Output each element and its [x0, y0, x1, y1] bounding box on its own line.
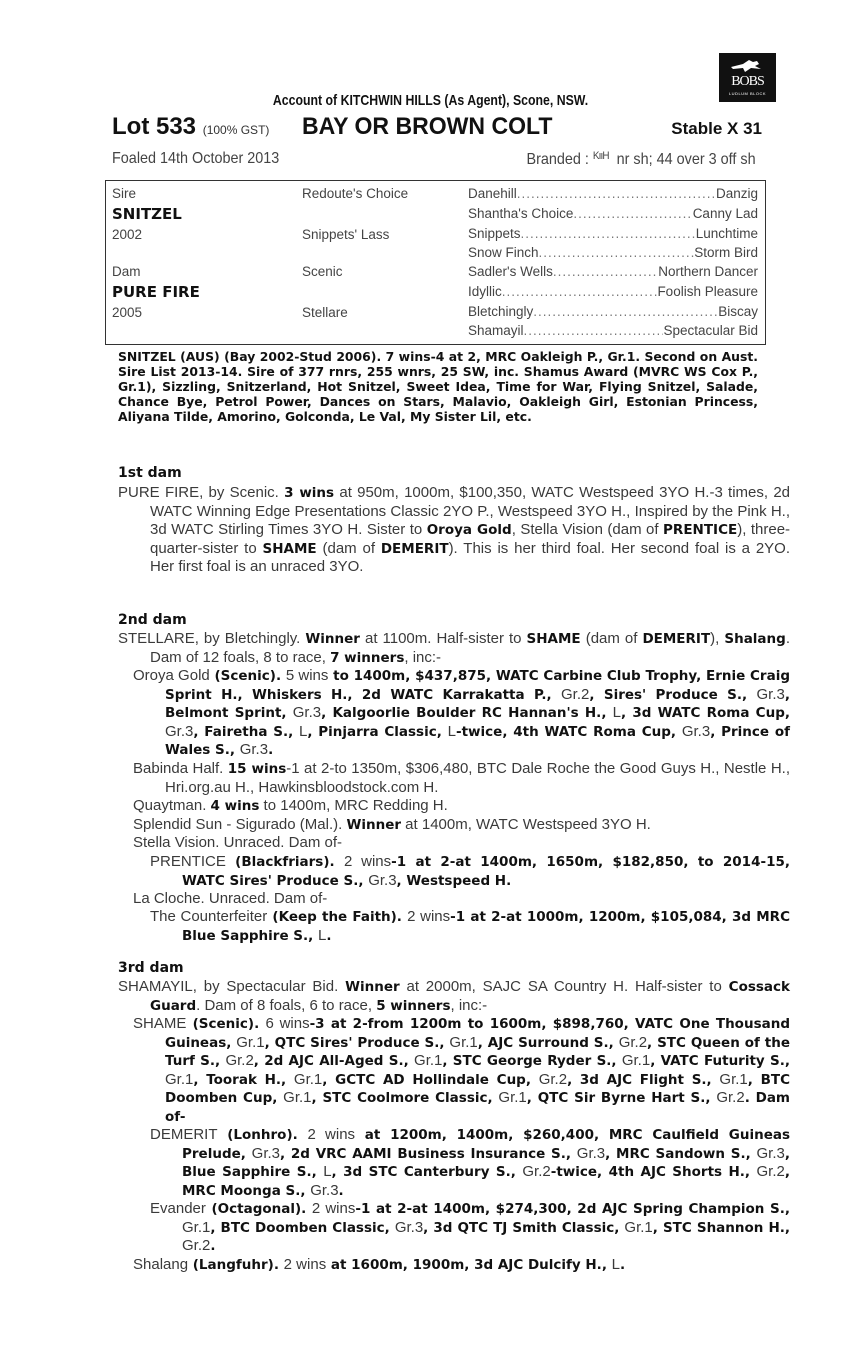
bold-highlight: PRENTICE [663, 522, 738, 538]
third-dam-paragraph [118, 978, 790, 1015]
bold-highlight: Winner [345, 979, 400, 995]
gen3-right: Biscay [718, 304, 758, 319]
text-segment: Gr.3 [310, 1181, 339, 1199]
bold-highlight: 7 winners [330, 649, 405, 666]
bold-highlight: -1 at 2-at 1400m, 1650m, $182,850, to 2014-15, WATC Sires' Produce S., [182, 854, 790, 889]
bold-highlight: (Scenic). [209, 668, 286, 684]
bold-highlight: Oroya Gold [426, 522, 512, 538]
text-segment: Gr.3 [368, 871, 397, 889]
text-segment: , inc:- [404, 648, 442, 666]
leader-dots [573, 206, 692, 221]
bold-highlight: , MRC Moonga S., [182, 1164, 790, 1199]
bold-highlight: -twice, 4th AJC Shorts H., [550, 1164, 757, 1180]
leader-dots [533, 304, 718, 319]
bold-highlight: , VATC Futurity S., [650, 1053, 790, 1069]
bold-highlight: , STC Shannon H., [652, 1219, 790, 1236]
bold-highlight: Shalang [724, 631, 786, 647]
brand-info [527, 150, 756, 169]
text-segment: -1 at 2-to 1350m, $306,480, BTC Dale Roche the Good Guys H., Nestle H., Hri.org.au H., Hawkinsbloodstock.com H. [165, 760, 790, 796]
text-segment: Gr.3 [576, 1144, 606, 1162]
bold-highlight: , 3d QTC TJ Smith Classic, [423, 1219, 625, 1236]
bold-highlight: , 3d AJC Flight S., [567, 1071, 720, 1088]
text-segment: at 2000m, SAJC SA Country H. Half-sister to [399, 978, 729, 995]
text-segment: , inc:- [450, 996, 488, 1014]
text-segment: Gr.1 [719, 1070, 748, 1088]
bold-highlight: (Langfuhr). [188, 1257, 284, 1273]
bold-highlight: SHAME [526, 631, 581, 647]
pedigree-table [105, 180, 766, 345]
bold-highlight: (Blackfriars). [225, 854, 344, 870]
dam-label: Dam [112, 264, 141, 279]
dam-year: 2005 [112, 305, 143, 320]
brand-mark-icon: KııH [593, 150, 609, 162]
leader-dots [553, 264, 658, 279]
bold-highlight: at 1200m, 1400m, $260,400, MRC Caulfield Guineas Prelude, [182, 1127, 790, 1162]
text-segment: SHAMAYIL, by Spectacular Bid. [118, 978, 346, 995]
text-segment: Gr.1 [449, 1033, 478, 1051]
gen3-left: Danehill [468, 186, 517, 201]
text-segment: Gr.1 [414, 1052, 443, 1069]
text-segment: Gr.1 [293, 1070, 323, 1088]
bold-highlight: , QTC Sir Byrne Hart S., [526, 1090, 717, 1106]
bold-highlight: 5 winners [376, 997, 451, 1014]
bold-highlight: , Sires' Produce S., [589, 686, 757, 703]
text-segment: Shalang [133, 1256, 189, 1273]
gen3-right: Lunchtime [695, 226, 758, 241]
bold-highlight: , BTC Doomben Cup, [165, 1071, 791, 1106]
text-segment: Gr.2 [182, 1237, 211, 1254]
bird-icon [729, 58, 765, 74]
bold-highlight: , Kalgoorlie Boulder RC Hannan's H., [321, 705, 613, 721]
progeny-entry [133, 667, 790, 760]
text-segment: L [612, 704, 621, 721]
text-segment: Gr.3 [756, 685, 785, 703]
text-segment: Splendid Sun - Sigurado (Mal.). [133, 816, 347, 833]
bold-highlight: , Westspeed H. [396, 872, 512, 889]
text-segment: L [447, 722, 456, 740]
bold-highlight: 15 wins [227, 761, 287, 777]
text-segment: Evander [150, 1200, 206, 1217]
bold-highlight: , Toorak H., [193, 1071, 294, 1088]
bold-highlight: , Belmont Sprint, [165, 686, 790, 721]
bold-highlight: , QTC Sires' Produce S., [264, 1034, 450, 1051]
text-segment: . Dam of 8 foals, 6 to race, [196, 996, 377, 1014]
grand-progeny-entry [150, 1200, 790, 1256]
gen3-left: Sadler's Wells [468, 264, 553, 279]
sire-label: Sire [112, 186, 137, 201]
text-segment: PURE FIRE, by Scenic. [118, 484, 285, 501]
third-dam-heading: 3rd dam [118, 960, 184, 976]
text-segment: Gr.3 [292, 704, 322, 721]
leader-dots [521, 226, 696, 241]
text-segment: at 1100m. Half-sister to [359, 630, 527, 647]
bold-highlight: , Prince of Wales S., [165, 723, 791, 758]
gen3-right: Spectacular Bid [663, 323, 758, 338]
progeny-entry [133, 1256, 758, 1275]
dam-name: PURE FIRE [112, 283, 200, 301]
bold-highlight: , 3d WATC Roma Cup, [621, 705, 790, 721]
branded-label: Branded : [526, 151, 590, 168]
bold-highlight: -1 at 2-at 1000m, 1200m, $105,084, 3d MRC Blue Sapphire S., [182, 909, 790, 944]
bold-highlight: 4 wins [210, 798, 260, 814]
text-segment: Gr.2 [756, 1163, 785, 1180]
grand-progeny-entry [150, 908, 790, 945]
sire-summary: SNITZEL (AUS) (Bay 2002-Stud 2006). 7 wins-4 at 2, MRC Oakleigh P., Gr.1. Second on Aust. Sire List 2013-14. Sire of 377 rnrs, 255 wnrs, 25 SW, inc. Shamus Award (MVRC WS Cox P., Gr.1), Sizzling, Snitzerland, Hot Snitzel, Sweet Idea, Time for War, Flying Snitzel, Salade, Chance Bye, Petrol Power, Dances on Stars, Malavio, Oakleigh Girl, Estonian Princess, Aliyana Tilde, Amorino, Golconda, Le Val, My Sister Lil, etc. [118, 349, 758, 424]
text-segment: Gr.2 [618, 1033, 648, 1051]
text-segment: (dam of [580, 630, 643, 647]
text-segment: Gr.1 [498, 1089, 527, 1106]
text-segment: Gr.3 [756, 1144, 785, 1162]
second-dam-paragraph [118, 630, 790, 667]
sire-dam: Snippets' Lass [302, 227, 390, 242]
progeny-entry [133, 760, 790, 797]
second-dam-heading: 2nd dam [118, 612, 187, 628]
bold-highlight: , 3d STC Canterbury S., [331, 1164, 523, 1180]
text-segment: Gr.1 [236, 1033, 265, 1051]
gen3-left: Shantha's Choice [468, 206, 574, 221]
text-segment: L [611, 1256, 620, 1273]
bold-highlight: , GCTC AD Hollindale Cup, [322, 1071, 539, 1088]
text-segment: Gr.3 [681, 722, 711, 740]
bold-highlight: , BTC Doomben Classic, [210, 1219, 395, 1236]
text-segment: DEMERIT [150, 1126, 218, 1143]
gen3-right: Foolish Pleasure [657, 284, 758, 299]
text-segment: (dam of [316, 539, 381, 557]
text-segment: ), three-quarter-sister to [150, 521, 791, 557]
text-segment: Gr.1 [165, 1070, 194, 1088]
text-segment: L [317, 926, 327, 944]
bold-highlight: Winner [305, 631, 360, 647]
bold-highlight: -1 at 2-at 1400m, $274,300, 2d AJC Spring Champion S., [355, 1201, 790, 1217]
gen3-row [468, 264, 758, 279]
bold-highlight: . Dam of- [165, 1090, 790, 1125]
text-segment: Oroya Gold [133, 667, 210, 684]
first-dam-heading: 1st dam [118, 465, 182, 481]
gst-note: (100% GST) [202, 123, 270, 137]
text-segment: 2 wins [311, 1200, 356, 1217]
text-segment: 2 wins [307, 1126, 356, 1143]
progeny-entry [133, 797, 758, 816]
leader-dots [502, 284, 658, 299]
leader-dots [539, 245, 695, 260]
text-segment: Gr.1 [621, 1052, 651, 1069]
bold-highlight: DEMERIT [380, 540, 449, 557]
bold-highlight: to 1400m, $437,875, WATC Carbine Club Trophy, Ernie Craig Sprint H., Whiskers H., 2d WATC Karrakatta P., [165, 668, 790, 703]
text-segment: The Counterfeiter [150, 908, 268, 925]
gen3-left: Idyllic [468, 284, 502, 299]
text-segment: Gr.1 [283, 1089, 312, 1106]
text-segment: Gr.1 [624, 1218, 653, 1236]
bold-highlight: . [620, 1257, 626, 1273]
gen3-left: Shamayil [468, 323, 524, 338]
progeny-entry [133, 816, 758, 835]
bold-highlight: , 2d AJC All-Aged S., [253, 1053, 415, 1069]
gen3-row [468, 284, 758, 299]
grand-progeny-entry [150, 1126, 790, 1200]
progeny-entry: Stella Vision. Unraced. Dam of- [133, 834, 342, 851]
text-segment: L [323, 1163, 332, 1180]
bold-highlight: SHAME [262, 540, 317, 557]
text-segment: Gr.2 [522, 1163, 551, 1180]
leader-dots [517, 186, 716, 201]
text-segment: PRENTICE [150, 853, 226, 870]
gen3-right: Northern Dancer [658, 264, 758, 279]
text-segment: 2 wins [407, 908, 451, 925]
text-segment: Gr.3 [165, 722, 194, 740]
bold-highlight: Cossack Guard [150, 979, 790, 1014]
text-segment: Gr.2 [716, 1089, 745, 1106]
text-segment: Gr.3 [251, 1144, 281, 1162]
bold-highlight: , Blue Sapphire S., [182, 1145, 790, 1180]
text-segment: at 950m, 1000m, $100,350, WATC Westspeed 3YO H.-3 times, 2d WATC Winning Edge Presentations Classic 2YO P., Westspeed 3YO H., Inspired by the Pink H., 3d WATC Stirling Times 3YO H. Sister to [150, 484, 791, 538]
text-segment: ), [710, 630, 725, 647]
bold-highlight: Winner [346, 817, 402, 833]
text-segment: to 1400m, MRC Redding H. [259, 797, 448, 814]
bold-highlight: , Pinjarra Classic, [307, 723, 448, 740]
text-segment: 2 wins [343, 853, 392, 870]
vendor-account: Account of KITCHWIN HILLS (As Agent), Scone, NSW. [272, 92, 589, 109]
dam-sire: Scenic [302, 264, 343, 279]
lot-label: Lot 533 [112, 113, 197, 140]
text-segment: Gr.3 [239, 741, 269, 758]
text-segment: Gr.2 [561, 685, 590, 703]
bold-highlight: , Fairetha S., [193, 723, 300, 740]
bold-highlight: , STC George Ryder S., [442, 1053, 622, 1069]
text-segment: Quaytman. [133, 797, 211, 814]
bold-highlight: at 1600m, 1900m, 3d AJC Dulcify H., [326, 1257, 612, 1273]
bold-highlight: (Octagonal). [205, 1201, 312, 1217]
text-segment: Gr.2 [538, 1070, 568, 1088]
gen3-row [468, 226, 758, 241]
gen3-right: Danzig [715, 186, 758, 201]
dam-dam: Stellare [302, 305, 348, 320]
gen3-row [468, 323, 758, 338]
text-segment: ). This is her third foal. Her second foal is a 2YO. Her first foal is an unraced 3YO. [150, 539, 790, 575]
text-segment: STELLARE, by Bletchingly. [118, 630, 306, 647]
progeny-entry: La Cloche. Unraced. Dam of- [133, 890, 328, 907]
bold-highlight: , STC Queen of the Turf S., [165, 1034, 790, 1069]
bold-highlight: (Lonhro). [217, 1127, 308, 1143]
text-segment: L [299, 722, 308, 740]
first-dam-paragraph [118, 484, 790, 577]
gen3-right: Storm Bird [694, 245, 758, 260]
leader-dots [524, 323, 664, 338]
lot-number [112, 113, 269, 141]
gen3-row [468, 304, 758, 319]
text-segment: 5 wins [285, 667, 329, 684]
text-segment: Gr.3 [394, 1218, 424, 1236]
gen3-row [468, 245, 758, 260]
bold-highlight: . [338, 1182, 344, 1199]
bold-highlight: DEMERIT [642, 631, 711, 647]
text-segment: , Stella Vision (dam of [511, 521, 664, 538]
lot-line [112, 113, 762, 143]
lot-description: BAY OR BROWN COLT [302, 113, 553, 140]
logo-subtext: LUDLUM BLOCK [728, 91, 767, 96]
bold-highlight: , AJC Surround S., [477, 1034, 619, 1051]
sire-year: 2002 [112, 227, 143, 242]
bold-highlight: (Keep the Faith). [267, 909, 408, 925]
bold-highlight: (Scenic). [186, 1016, 266, 1032]
gen3-right: Canny Lad [692, 206, 758, 221]
bold-highlight: 3 wins [284, 485, 335, 501]
gen3-row [468, 186, 758, 201]
sire-sire: Redoute's Choice [302, 186, 409, 201]
logo-text: BOBS [731, 74, 764, 89]
sire-name: SNITZEL [112, 205, 182, 223]
grand-progeny-entry [150, 853, 790, 890]
text-segment: SHAME [133, 1015, 187, 1032]
progeny-entry [133, 1015, 790, 1126]
bold-highlight: -3 at 2-from 1200m to 1600m, $898,760, VATC One Thousand Guineas, [165, 1016, 790, 1051]
branded-detail: nr sh; 44 over 3 off sh [616, 151, 756, 168]
gen3-row [468, 206, 758, 221]
stable-number: Stable X 31 [671, 119, 762, 138]
bold-highlight: , MRC Sandown S., [605, 1145, 757, 1162]
bold-highlight: , STC Coolmore Classic, [311, 1090, 499, 1106]
text-segment: . Dam of 12 foals, 8 to race, [150, 630, 790, 666]
text-segment: Gr.2 [225, 1052, 254, 1069]
text-segment: at 1400m, WATC Westspeed 3YO H. [401, 816, 651, 833]
text-segment: Babinda Half. [133, 760, 228, 777]
gen3-left: Snow Finch [468, 245, 539, 260]
foaled-date: Foaled 14th October 2013 [112, 150, 280, 167]
text-segment: 2 wins [283, 1256, 327, 1273]
bold-highlight: . [326, 927, 332, 944]
bold-highlight: . [210, 1238, 216, 1254]
text-segment: 6 wins [265, 1015, 310, 1032]
gen3-left: Snippets [468, 226, 521, 241]
bold-highlight: . [268, 742, 274, 758]
text-segment: Gr.1 [182, 1218, 211, 1236]
bold-highlight: -twice, 4th WATC Roma Cup, [456, 723, 682, 740]
bold-highlight: , 2d VRC AAMI Business Insurance S., [280, 1145, 577, 1162]
gen3-left: Bletchingly [468, 304, 534, 319]
